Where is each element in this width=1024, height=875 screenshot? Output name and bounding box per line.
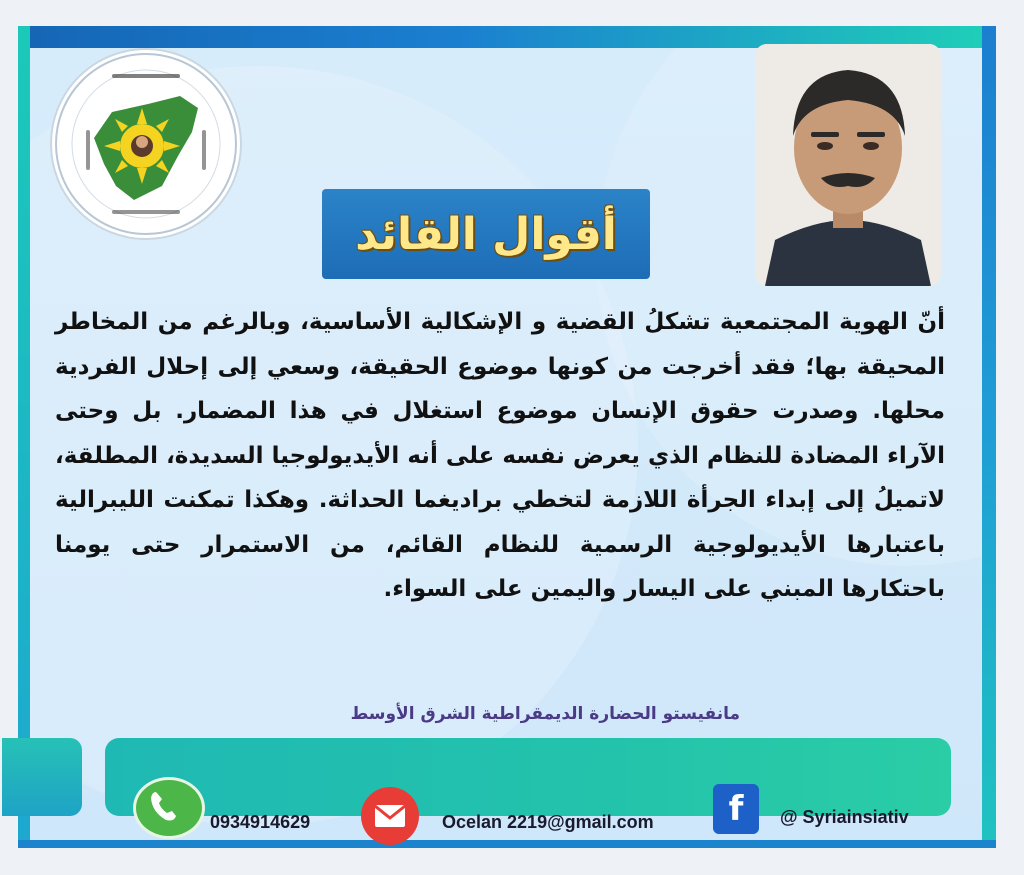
left-accent-bar [18,26,30,848]
contact-bar [105,738,951,816]
right-accent-bar [982,26,996,848]
contact-left-tab [2,738,82,816]
facebook-icon: f [713,784,759,834]
quote-text: أنّ الهوية المجتمعية تشكلُ القضية و الإشكالية الأساسية، وبالرغم من المخاطر المحيقة بها؛ فقد أخرجت من كونها موضوع الحقيقة، وسعي إلى إحلال الفردية محلها. وصدرت حقوق الإنسان موضوع استغلال في هذا المضمار. بل وحتى الآراء المضادة للنظام الذي يعرض نفسه على أنه الأيديولوجيا السديدة، المطلقة، لاتميلُ إلى إبداء الجرأة اللازمة لتخطي براديغما الحداثة. وهكذا تمكنت الليبرالية باعتبارها الأيديولوجية الرسمية للنظام القائم، من الاستمرار حتى يومنا باحتكارها المبني على اليسار واليمين على السواء. [55,309,945,602]
portrait-icon [755,44,941,286]
quote-source: مانفيستو الحضارة الديمقراطية الشرق الأوسط [350,704,740,724]
email-address[interactable]: Ocelan 2219@gmail.com [442,812,654,832]
organization-logo-icon [52,50,240,238]
phone-icon [133,777,205,839]
bottom-accent-bar [18,840,996,848]
social-handle[interactable]: @ Syriainsiativ [780,807,909,827]
leader-portrait [755,44,941,286]
title-banner [322,189,650,279]
email-icon [361,787,419,845]
page-title: أقوال القائد [355,208,617,260]
organization-logo [50,48,242,240]
phone-number[interactable]: 0934914629 [210,812,311,832]
